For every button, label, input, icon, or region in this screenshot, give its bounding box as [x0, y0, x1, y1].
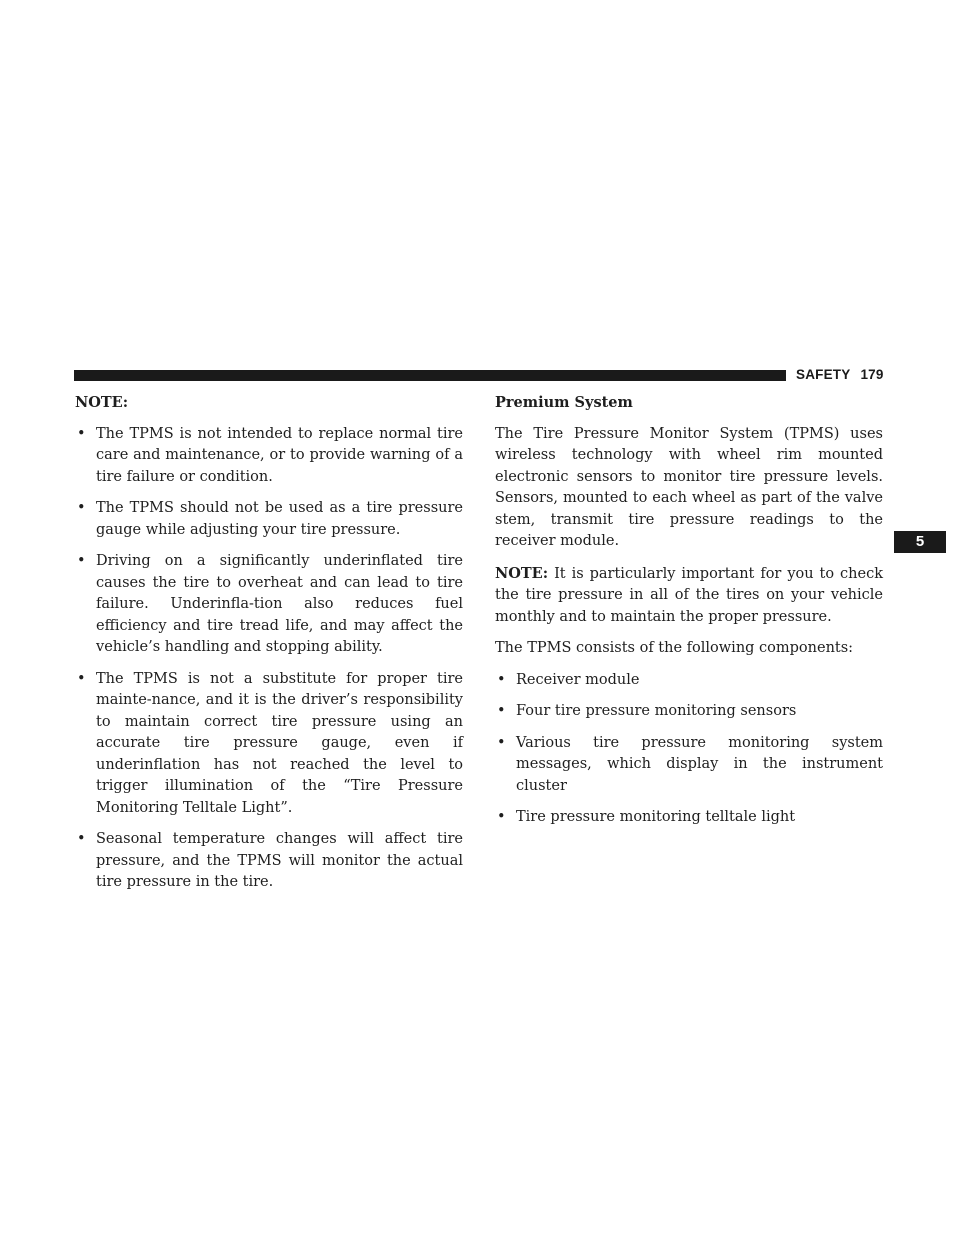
note-paragraph	[495, 563, 883, 629]
list-item: • The TPMS is not a substitute for proper tire mainte-nance, and it is the driver’s responsibility to maintain correct tire pressure using an accurate tire pressure gauge, even if underinflation has not reached the level to trigger illumination of the “Tire Pressure Monitoring Telltale Light”.	[77, 670, 463, 816]
components-intro: The TPMS consists of the following components:	[495, 640, 854, 656]
bullet-icon: •	[497, 703, 506, 719]
note-label: NOTE:	[495, 564, 549, 582]
section-title: SAFETY	[796, 367, 851, 382]
bullet-icon: •	[497, 809, 506, 825]
chapter-tab: 5	[894, 531, 946, 553]
list-item: • Various tire pressure monitoring system messages, which display in the instrument cluster	[497, 734, 883, 794]
list-item: • Tire pressure monitoring telltale light	[495, 807, 883, 829]
note-text: It is particularly important for you to check the tire pressure in all of the tires on your vehicle monthly and to maintain the proper pressure.	[495, 565, 884, 625]
right-column	[495, 392, 883, 839]
note-bullet-list	[75, 424, 463, 894]
list-item: • Seasonal temperature changes will affect tire pressure, and the TPMS will monitor the actual tire pressure in the tire.	[77, 831, 463, 890]
intro-paragraph: The Tire Pressure Monitor System (TPMS) uses wireless technology with wheel rim mounted electronic sensors to monitor tire pressure levels. Sensors, mounted to each wheel as part of the valve stem, transmit tire pressure readings to the receiver module.	[495, 425, 883, 549]
running-header	[796, 367, 946, 385]
page-number: 179	[860, 367, 884, 382]
bullet-icon: •	[497, 671, 506, 688]
section-heading: Premium System	[495, 394, 633, 411]
bullet-icon: •	[77, 500, 86, 516]
list-item: • The TPMS is not intended to replace normal tire care and maintenance, or to provide warning of a tire failure or condition.	[77, 425, 463, 485]
bullet-icon: •	[77, 425, 86, 442]
bullet-icon: •	[77, 553, 86, 569]
left-column	[75, 392, 463, 904]
note-heading: NOTE:	[75, 394, 129, 411]
bullet-icon: •	[497, 734, 506, 751]
list-item: • Receiver module	[495, 670, 883, 692]
components-list	[495, 670, 883, 829]
bullet-icon: •	[77, 831, 86, 847]
list-item: • Driving on a significantly underinflated tire causes the tire to overheat and can lead to tire failure. Underinfla-tion also reduces fuel efficiency and tire tread life, and may affect the vehicle’s handling and stopping ability.	[77, 553, 463, 655]
bullet-icon: •	[77, 670, 86, 687]
header-rule	[74, 370, 786, 381]
list-item: • Four tire pressure monitoring sensors	[495, 701, 883, 723]
list-item: • The TPMS should not be used as a tire pressure gauge while adjusting your tire pressure.	[77, 500, 463, 538]
